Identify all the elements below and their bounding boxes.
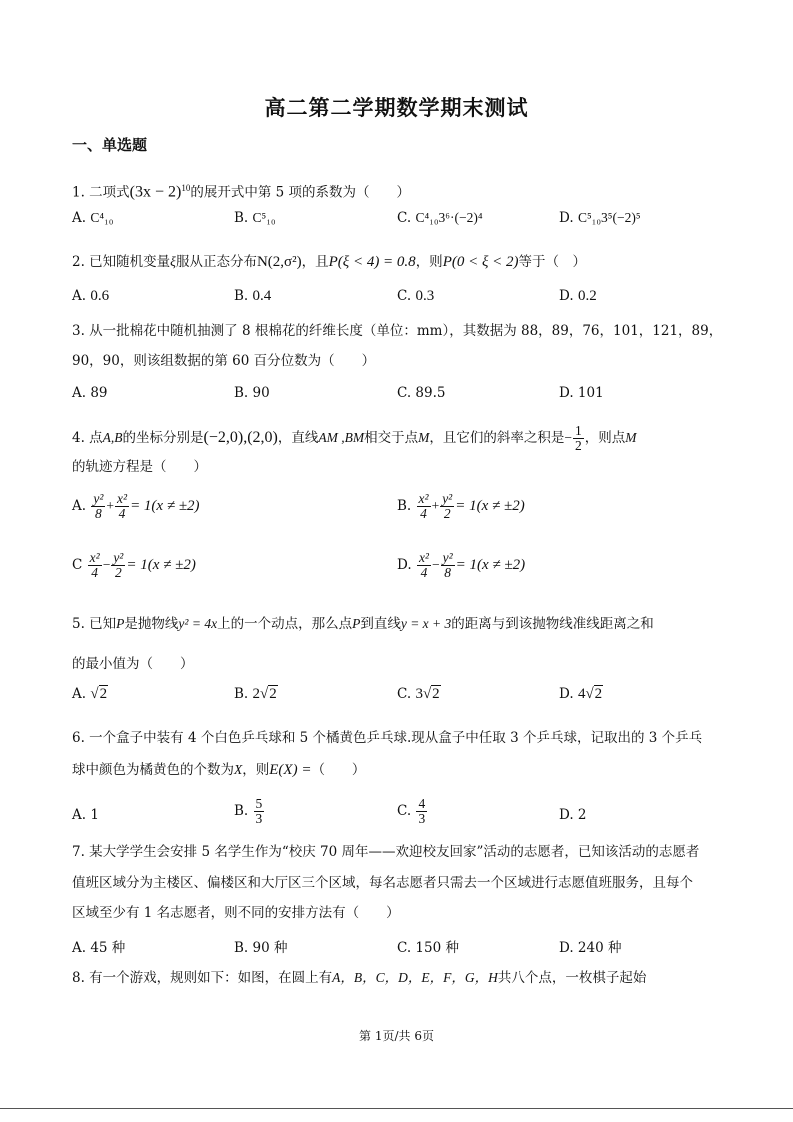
q3-option-a[interactable]: A. 89	[72, 385, 108, 401]
q6-option-c[interactable]: C. $\frac{4}{3}$	[397, 796, 426, 827]
q5-option-d[interactable]: D. 4√2	[559, 686, 603, 702]
question-2: 2. 已知随机变量ξ服从正态分布N(2,σ²)，且P(ξ < 4) = 0.8，则P(0 < ξ < 2)等于（ ）	[72, 254, 587, 270]
question-7-line-3: 区域至少有 1 名志愿者，则不同的安排方法有（ ）	[72, 905, 400, 921]
q5-option-b[interactable]: B. 2√2	[234, 686, 277, 702]
q2-option-d[interactable]: D. 0.2	[559, 288, 597, 304]
q1-option-a[interactable]: A. C⁴₁₀	[72, 210, 114, 226]
q7-option-a[interactable]: A. 45 种	[72, 940, 126, 956]
q4-option-d[interactable]: D. $\frac{\text{x²}}{4}$ − $\frac{\text{y²}}{8}$ = 1(x ≠ ±2)	[397, 550, 526, 581]
q6-option-b[interactable]: B. $\frac{5}{3}$	[234, 796, 263, 827]
question-1: 1. 二项式$(3x - 2)^{10}$的展开式中第 5 项的系数为（ ）	[72, 183, 411, 201]
question-5: 5. 已知P是抛物线y² = 4x上的一个动点，那么点P到直线y = x + 3的距离与到该抛物线准线距离之和	[72, 616, 654, 632]
question-4-line-2: 的轨迹方程是（ ）	[72, 459, 207, 475]
q1-option-d[interactable]: D. C⁵₁₀3⁵(−2)⁵	[559, 210, 641, 226]
q5-option-a[interactable]: A. √2	[72, 686, 108, 702]
question-3-line-1: 3. 从一批棉花中随机抽测了 8 根棉花的纤维长度（单位：mm），其数据为 88，89，76，101，121，89，	[72, 323, 723, 339]
section-heading: 一、单选题	[72, 136, 148, 154]
question-7-line-1: 7. 某大学学生会安排 5 名学生作为“校庆 70 周年——欢迎校友回家”活动的志愿者，已知该活动的志愿者	[72, 844, 700, 860]
q4-option-b[interactable]: B. $\frac{\text{x²}}{4}$ + $\frac{\text{y²}}{2}$ = 1(x ≠ ±2)	[397, 491, 525, 522]
page-bottom-divider	[0, 1108, 793, 1109]
q4-option-a[interactable]: A. $\frac{\text{y²}}{8}$ + $\frac{\text{x²}}{4}$ = 1(x ≠ ±2)	[72, 491, 200, 522]
q4-option-c[interactable]: C $\frac{\text{x²}}{4}$ − $\frac{\text{y²}}{2}$ = 1(x ≠ ±2)	[72, 550, 196, 581]
q6-option-a[interactable]: A. 1	[72, 807, 99, 823]
question-6-line-2: 球中颜色为橘黄色的个数为X，则E(X) =（ ）	[72, 762, 366, 778]
q6-option-d[interactable]: D. 2	[559, 807, 587, 823]
question-5-line-2: 的最小值为（ ）	[72, 656, 194, 672]
q3-option-d[interactable]: D. 101	[559, 385, 604, 401]
q7-option-c[interactable]: C. 150 种	[397, 940, 459, 956]
question-6-line-1: 6. 一个盒子中装有 4 个白色乒乓球和 5 个橘黄色乒乓球.现从盒子中任取 3 个乒乓球，记取出的 3 个乒乓	[72, 730, 703, 746]
page-title: 高二第二学期数学期末测试	[264, 95, 529, 120]
q1-option-c[interactable]: C. C⁴₁₀3⁶·(−2)⁴	[397, 210, 483, 226]
question-4: 4. 点A,B的坐标分别是(−2,0),(2,0)，直线AM ,BM相交于点M，且它们的斜率之积是− $\frac{1}{2}$ ，则点M	[72, 423, 637, 454]
q7-option-b[interactable]: B. 90 种	[234, 940, 288, 956]
q2-option-a[interactable]: A. 0.6	[72, 288, 110, 304]
q5-option-c[interactable]: C. 3√2	[397, 686, 440, 702]
q2-option-c[interactable]: C. 0.3	[397, 288, 435, 304]
q2-option-b[interactable]: B. 0.4	[234, 288, 272, 304]
question-3-line-2: 90，90，则该组数据的第 60 百分位数为（ ）	[72, 353, 376, 369]
question-8: 8. 有一个游戏，规则如下：如图，在圆上有A，B，C，D，E，F，G，H共八个点，一枚棋子起始	[72, 970, 647, 986]
q1-option-b[interactable]: B. C⁵₁₀	[234, 210, 276, 226]
q7-option-d[interactable]: D. 240 种	[559, 940, 622, 956]
page-footer: 第 1页/共 6页	[359, 1029, 434, 1043]
question-7-line-2: 值班区域分为主楼区、偏楼区和大厅区三个区域，每名志愿者只需去一个区域进行志愿值班服务，且每个	[72, 875, 693, 891]
q3-option-b[interactable]: B. 90	[234, 385, 270, 401]
q3-option-c[interactable]: C. 89.5	[397, 385, 446, 401]
